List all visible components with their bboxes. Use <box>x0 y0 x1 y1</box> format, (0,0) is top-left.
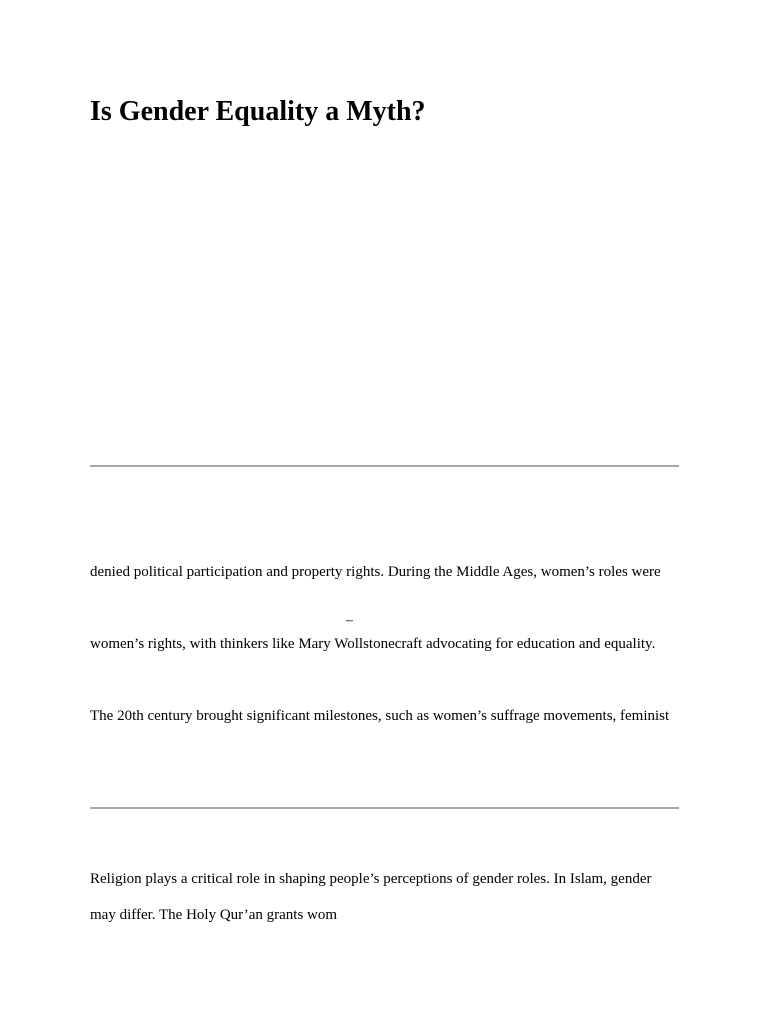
paragraph-line: The 20th century brought significant milestones, such as women’s suffrage movements, feminist <box>90 708 670 724</box>
section-divider <box>90 807 679 809</box>
paragraph-line: women’s rights, with thinkers like Mary Wollstonecraft advocating for education and equality. <box>90 636 656 652</box>
paragraph-line: may differ. The Holy Qur’an grants wom <box>90 907 338 923</box>
paragraph-line: denied political participation and property rights. During the Middle Ages, women’s roles were <box>90 564 661 580</box>
section-divider <box>90 465 679 467</box>
document-title: Is Gender Equality a Myth? <box>90 96 426 127</box>
paragraph-line: Religion plays a critical role in shaping people’s perceptions of gender roles. In Islam, gender <box>90 871 652 887</box>
text-fragment: – <box>346 613 353 628</box>
